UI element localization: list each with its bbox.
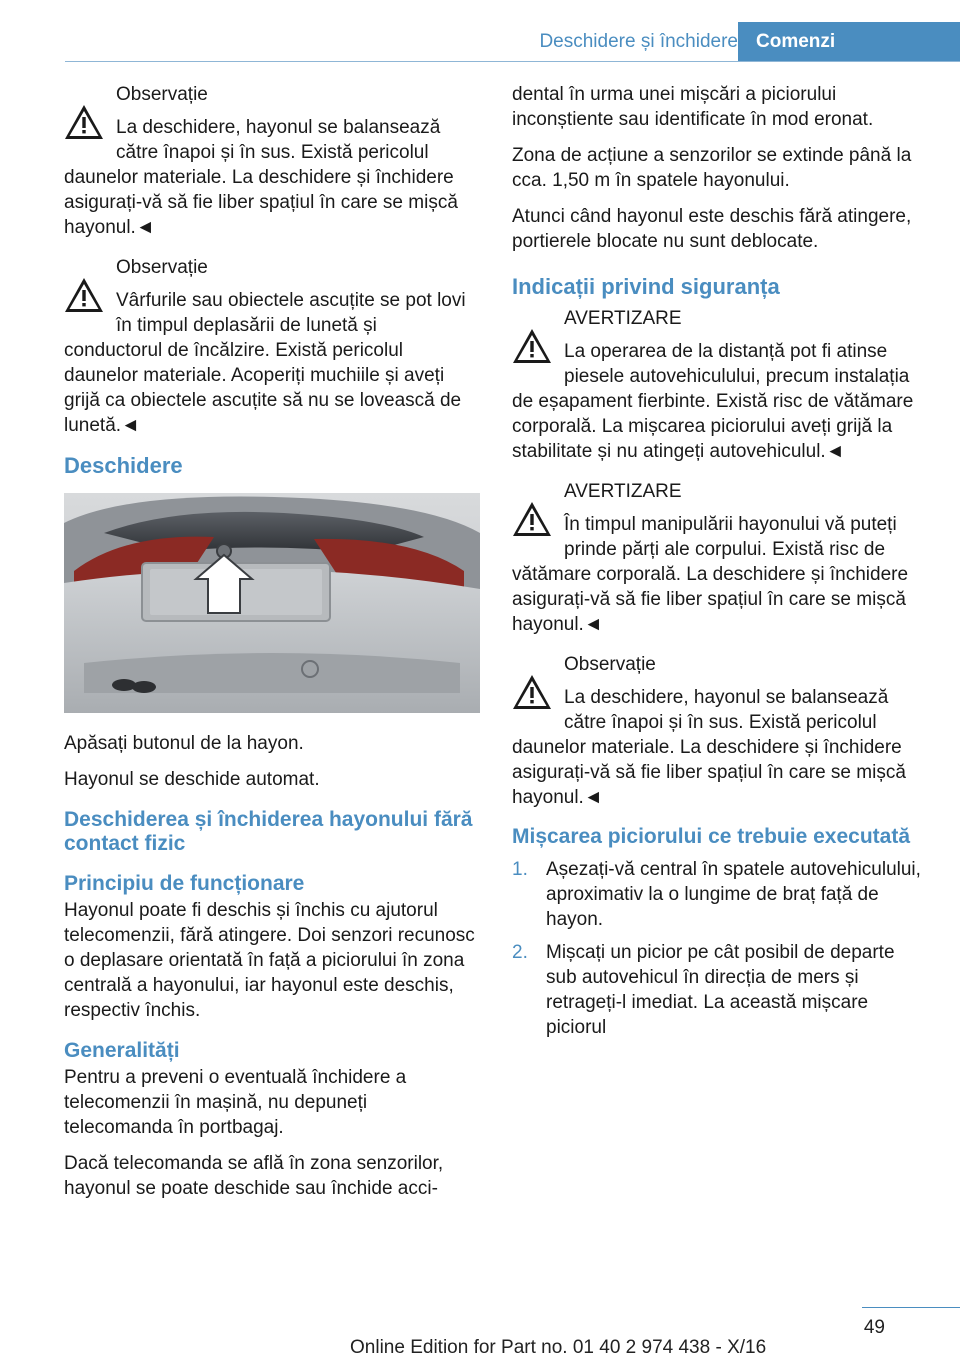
car-tailgate-photo [64, 493, 480, 713]
note-title: Observație [564, 654, 656, 675]
step-number: 2. [512, 942, 528, 963]
warning-title: AVERTIZARE [564, 481, 682, 502]
warning-block [512, 306, 928, 464]
warning-triangle-icon [512, 328, 552, 364]
step-text: Mișcați un picior pe cât posibil de departe sub autovehicul în direcția de mers și retrageți-l imediat. La această mișcare piciorul [546, 942, 895, 1038]
paragraph: Zona de acțiune a senzorilor se extinde până la cca. 1,50 m în spatele hayonului. [512, 145, 912, 191]
note-title: Observație [116, 257, 208, 278]
subheading-principiu: Principiu de funcționare [64, 872, 305, 895]
header-chapter-label: Comenzi [756, 31, 836, 52]
page-header [0, 0, 960, 62]
note-text: La deschidere, hayonul se balansează către înapoi și în sus. Există pericolul daunelor materiale. La deschidere și închidere asigurați-vă să fie liber spațiul în care se mișcă hayonul.◄ [64, 117, 458, 238]
steps-list [512, 857, 928, 1040]
warning-triangle-icon [64, 104, 104, 140]
left-column [64, 82, 480, 1212]
paragraph: dental în urma unei mișcări a piciorului inconștiente sau identificate în mod eronat. [512, 84, 874, 130]
page-number: 49 [863, 1317, 885, 1338]
subheading-generalitati: Generalități [64, 1039, 180, 1062]
footer-edition: Online Edition for Part no. 01 40 2 974 438 - X/16 [350, 1337, 767, 1358]
paragraph: Hayonul se deschide automat. [64, 769, 320, 790]
paragraph: Atunci când hayonul este deschis fără atingere, portierele blocate nu sunt deblocate. [512, 206, 912, 252]
header-rule [65, 61, 960, 62]
section-heading-fara-contact: Deschiderea și închiderea hayonului fără contact fizic [64, 808, 473, 855]
note-block [64, 82, 480, 240]
step-number: 1. [512, 859, 528, 880]
warning-text: În timpul manipulării hayonului vă puteți prinde părți ale corpului. Există risc de vătămare corporală. La deschidere și închidere asigurați-vă să fie liber spațiul în care se mișcă hayonul.◄ [512, 514, 909, 635]
header-chapter-tab [738, 22, 960, 62]
paragraph: Pentru a preveni o eventuală închidere a telecomenzii în mașină, nu depuneți telecomanda în portbagaj. [64, 1067, 407, 1138]
paragraph: Hayonul poate fi deschis și închis cu ajutorul telecomenzii, fără atingere. Doi senzori recunosc o deplasare orientată în față a piciorului în zona centrală a hayonului, iar hayonul este deschis, respectiv închis. [64, 900, 475, 1021]
note-text: La deschidere, hayonul se balansează către înapoi și în sus. Există pericolul daunelor materiale. La deschidere și închidere asigurați-vă să fie liber spațiul în care se mișcă hayonul.◄ [512, 687, 906, 808]
note-title: Observație [116, 84, 208, 105]
section-heading-siguranta: Indicații privind siguranța [512, 274, 780, 299]
step-text: Așezați-vă central în spatele autovehiculului, aproximativ la o lungime de braț față de hayon. [546, 859, 921, 930]
note-block [64, 255, 480, 438]
section-heading-miscarea: Mișcarea piciorului ce trebuie executată [512, 825, 910, 848]
warning-block [512, 479, 928, 637]
warning-triangle-icon [512, 674, 552, 710]
warning-triangle-icon [64, 277, 104, 313]
header-section-title: Deschidere și închidere [539, 31, 738, 52]
warning-title: AVERTIZARE [564, 308, 682, 329]
list-item [512, 940, 928, 1040]
right-column [512, 82, 928, 1048]
section-heading-deschidere: Deschidere [64, 453, 183, 478]
paragraph: Dacă telecomanda se află în zona senzorilor, hayonul se poate deschide sau închide acci- [64, 1153, 444, 1199]
page-number-rule [862, 1307, 960, 1308]
warning-text: La operarea de la distanță pot fi atinse piesele autovehiculului, precum instalația de eșapament fierbinte. Există risc de vătămare corporală. La mișcarea piciorului aveți grijă la stabilitate și nu atingeți autovehiculul.◄ [512, 341, 914, 462]
photo-caption: Apăsați butonul de la hayon. [64, 733, 304, 754]
warning-triangle-icon [512, 501, 552, 537]
list-item [512, 857, 928, 932]
note-text: Vârfurile sau obiectele ascuțite se pot lovi în timpul deplasării de lunetă și conductorul de încălzire. Există pericolul daunelor materiale. Acoperiți muchiile și aveți grijă ca obiectele ascuțite să nu se lovească de lunetă.◄ [64, 290, 466, 436]
note-block [512, 652, 928, 810]
